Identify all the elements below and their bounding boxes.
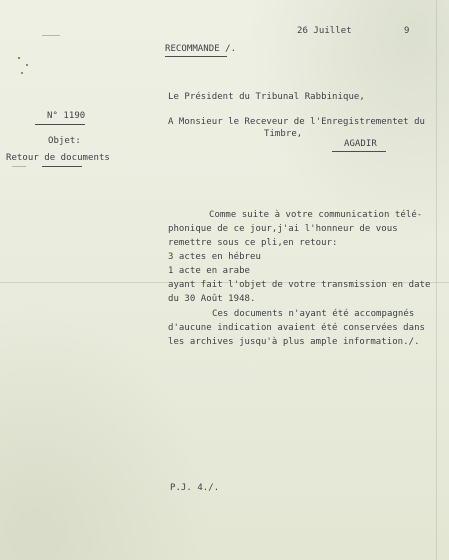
paper-stain: [26, 64, 28, 66]
recipient-city-underline: [332, 151, 386, 152]
registered-mail-mark: RECOMMANDE /.: [165, 44, 237, 54]
recipient-city: AGADIR: [344, 139, 377, 149]
letter-date: 26 Juillet: [297, 26, 352, 36]
sender-title: Le Président du Tribunal Rabbinique,: [168, 92, 365, 102]
reference-number: N° 1190: [47, 111, 86, 121]
paper-stain: [21, 72, 23, 74]
letter-year-digit: 9: [404, 26, 410, 36]
margin-mark: [12, 166, 26, 167]
body-line: les archives jusqu'à plus ample information./.: [168, 337, 420, 347]
registered-mail-underline: [165, 56, 227, 57]
body-line: ayant fait l'objet de votre transmission en date: [168, 280, 431, 290]
recipient-line: Timbre,: [264, 129, 303, 139]
objet-underline: [42, 166, 82, 167]
body-line: remettre sous ce pli,en retour:: [168, 238, 338, 248]
reference-number-underline: [35, 124, 85, 125]
objet-label: Objet:: [48, 136, 81, 146]
margin-mark: [42, 35, 60, 36]
body-line: d'aucune indication avaient été conservées dans: [168, 323, 426, 333]
enclosure-note: P.J. 4./.: [170, 483, 220, 493]
paper-edge-line: [436, 0, 437, 560]
body-line: 1 acte en arabe: [168, 266, 251, 276]
body-line: phonique de ce jour,j'ai l'honneur de vous: [168, 224, 398, 234]
body-line: 3 actes en hébreu: [168, 252, 261, 262]
recipient-line: A Monsieur le Receveur de l'Enregistrementet du: [168, 117, 426, 127]
paper-stain: [18, 57, 20, 59]
body-line: Ces documents n'ayant été accompagnés: [212, 309, 415, 319]
objet-value: Retour de documents: [6, 153, 110, 163]
body-line: du 30 Août 1948.: [168, 294, 256, 304]
body-line: Comme suite à votre communication télé-: [209, 210, 423, 220]
